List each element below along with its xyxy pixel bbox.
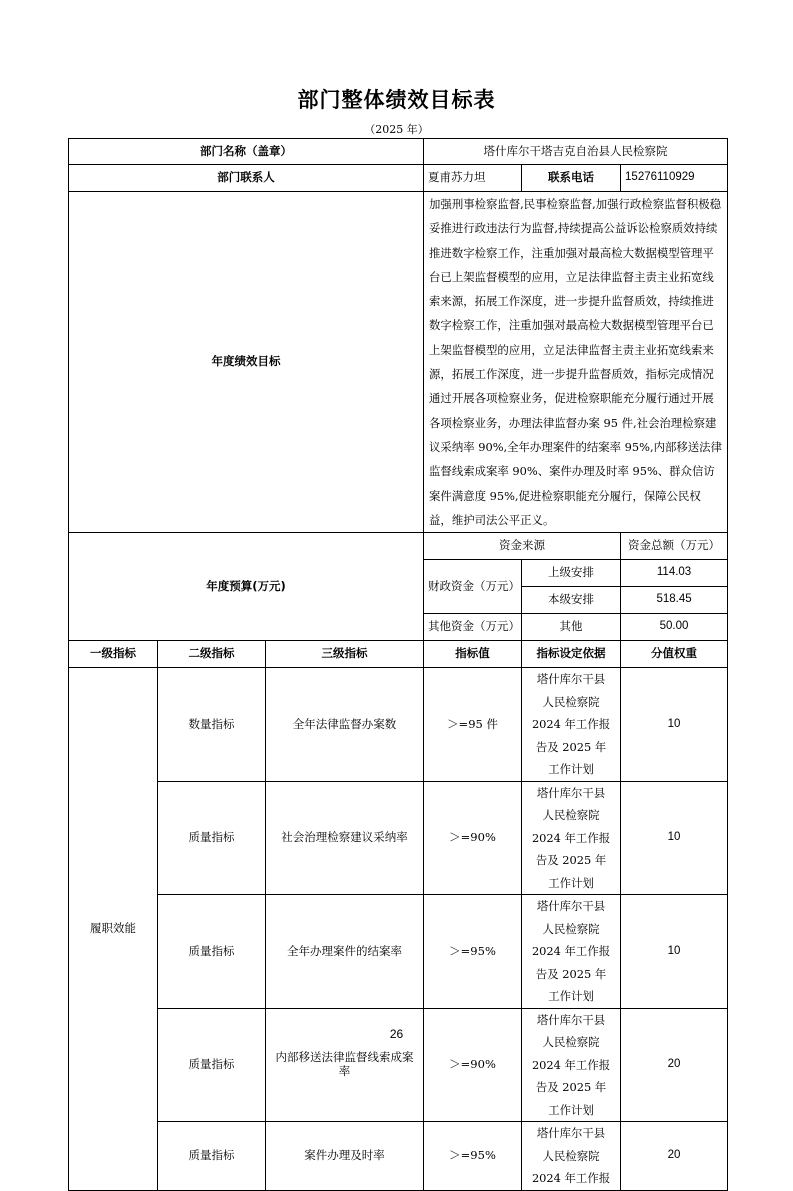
- basis-line: 告及 2025 年: [535, 1080, 607, 1095]
- indicator-weight: 20: [621, 1122, 728, 1191]
- basis-line: 人民检察院: [542, 808, 600, 823]
- indicator-basis: [522, 1008, 621, 1122]
- header-basis: 指标设定依据: [522, 641, 621, 668]
- contact-row: [69, 165, 728, 192]
- header-value: 指标值: [424, 641, 522, 668]
- annual-goal-text: 加强刑事检察监督,民事检察监督,加强行政检察监督积极稳妥推进行政违法行为监督,持续提高公益诉讼检察质效持续推进数字检察工作，注重加强对最高检大数据模型管理平台已上架监督模型的应用，立足法律监督主责主业拓宽线索来源，拓展工作深度，进一步提升监督质效，持续推进数字检察工作，注重加强对最高检大数据模型管理平台已上架监督模型的应用，立足法律监督主责主业拓宽线索来源，拓展工作深度，进一步提升监督质效，指标完成情况通过开展各项检察业务，促进检察职能充分履行通过开展各项检察业务，办理法律监督办案 95 件,社会治理检察建议采纳率 90%,全年办理案件的结案率 95%,内部移送法律监督线索成案率 90%、案件办理及时率 95%、群众信访案件满意度 95%,促进检察职能充分履行，保障公民权益，维护司法公平正义。: [424, 192, 728, 533]
- indicator-header-row: [69, 641, 728, 668]
- basis-line: 2024 年工作报: [531, 830, 611, 845]
- basis-line: 工作计划: [548, 762, 594, 777]
- basis-line: 2024 年工作报: [531, 1057, 611, 1072]
- basis-line: 工作计划: [548, 989, 594, 1004]
- indicator-basis: [522, 1122, 621, 1191]
- basis-line: 2024 年工作报: [531, 944, 611, 959]
- level1-indicator: 履职效能: [69, 668, 158, 1191]
- level3-indicator: 全年办理案件的结案率: [266, 895, 424, 1009]
- page-number: 26: [389, 1027, 404, 1041]
- indicator-row: [69, 781, 728, 895]
- other-fund-label: 其他资金（万元）: [424, 614, 522, 641]
- indicator-basis: [522, 895, 621, 1009]
- fund-source-header: 资金来源: [424, 533, 621, 560]
- level3-indicator: 内部移送法律监督线索成案率: [266, 1008, 424, 1122]
- basis-line: 工作计划: [548, 875, 594, 890]
- indicator-value: ＞=90%: [424, 1008, 522, 1122]
- level2-indicator: 质量指标: [158, 895, 266, 1009]
- indicator-value: ＞=95%: [424, 895, 522, 1009]
- header-level2: 二级指标: [158, 641, 266, 668]
- indicator-row: [69, 668, 728, 782]
- annual-goal-row: [69, 192, 728, 533]
- other-amount: 50.00: [621, 614, 728, 641]
- indicator-basis: [522, 781, 621, 895]
- level2-indicator: 数量指标: [158, 668, 266, 782]
- annual-goal-label: 年度绩效目标: [69, 192, 424, 533]
- indicator-row: [69, 1122, 728, 1191]
- level2-indicator: 质量指标: [158, 1122, 266, 1191]
- basis-line: 塔什库尔干县: [536, 899, 606, 914]
- dept-name-label: 部门名称（盖章）: [69, 139, 424, 165]
- upper-label: 上级安排: [522, 560, 621, 587]
- indicator-value: ＞=90%: [424, 781, 522, 895]
- basis-line: 人民检察院: [542, 1148, 600, 1163]
- level3-indicator: 社会治理检察建议采纳率: [266, 781, 424, 895]
- basis-line: 塔什库尔干县: [536, 672, 606, 687]
- basis-line: 2024 年工作报: [531, 1171, 611, 1186]
- other-label: 其他: [522, 614, 621, 641]
- contact-value: 夏甫苏力坦: [424, 165, 522, 192]
- indicator-row: [69, 1008, 728, 1122]
- header-weight: 分值权重: [621, 641, 728, 668]
- local-label: 本级安排: [522, 587, 621, 614]
- indicator-value: ＞=95%: [424, 1122, 522, 1191]
- fund-total-header: 资金总额（万元）: [621, 533, 728, 560]
- upper-amount: 114.03: [621, 560, 728, 587]
- year-subtitle: （2025 年）: [364, 123, 429, 136]
- annual-budget-label: 年度预算(万元): [69, 533, 424, 641]
- basis-line: 2024 年工作报: [531, 717, 611, 732]
- basis-line: 告及 2025 年: [535, 966, 607, 981]
- indicator-weight: 10: [621, 895, 728, 1009]
- basis-line: 人民检察院: [542, 1035, 600, 1050]
- indicator-weight: 20: [621, 1008, 728, 1122]
- basis-line: 塔什库尔干县: [536, 785, 606, 800]
- indicator-weight: 10: [621, 668, 728, 782]
- page-title: 部门整体绩效目标表: [297, 88, 496, 112]
- level2-indicator: 质量指标: [158, 781, 266, 895]
- dept-name-value: 塔什库尔干塔吉克自治县人民检察院: [424, 139, 728, 165]
- indicator-basis: [522, 668, 621, 782]
- basis-line: 塔什库尔干县: [536, 1012, 606, 1027]
- phone-label: 联系电话: [522, 165, 621, 192]
- budget-header-row: [69, 533, 728, 560]
- local-amount: 518.45: [621, 587, 728, 614]
- level2-indicator: 质量指标: [158, 1008, 266, 1122]
- basis-line: 告及 2025 年: [535, 853, 607, 868]
- phone-value: 15276110929: [621, 165, 728, 192]
- header-level3: 三级指标: [266, 641, 424, 668]
- level3-indicator: 全年法律监督办案数: [266, 668, 424, 782]
- basis-line: 工作计划: [548, 1102, 594, 1117]
- dept-name-row: [69, 139, 728, 165]
- level3-indicator: 案件办理及时率: [266, 1122, 424, 1191]
- indicator-row: [69, 895, 728, 1009]
- basis-line: 告及 2025 年: [535, 739, 607, 754]
- basis-line: 塔什库尔干县: [536, 1126, 606, 1141]
- indicator-value: ＞=95 件: [424, 668, 522, 782]
- basis-line: 人民检察院: [542, 694, 600, 709]
- fiscal-fund-label: 财政资金（万元）: [424, 560, 522, 614]
- basis-line: 人民检察院: [542, 921, 600, 936]
- contact-label: 部门联系人: [69, 165, 424, 192]
- header-level1: 一级指标: [69, 641, 158, 668]
- indicator-weight: 10: [621, 781, 728, 895]
